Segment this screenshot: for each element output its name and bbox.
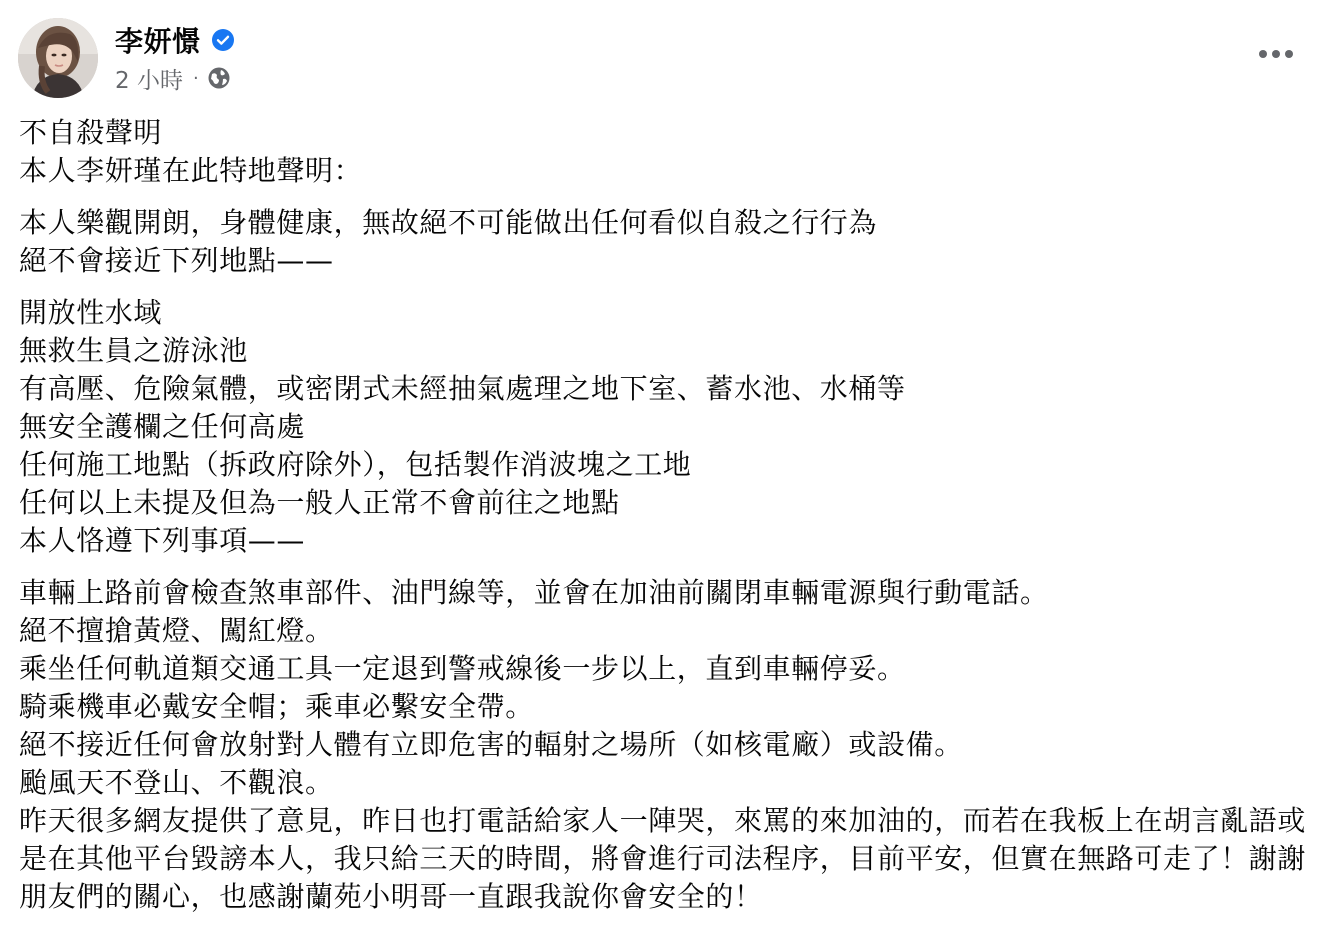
more-options-icon[interactable] xyxy=(1254,40,1298,68)
post-text-line: 本人樂觀開朗，身體健康，無故絕不可能做出任何看似自殺之行行為 xyxy=(19,206,878,239)
post-text-line: 絕不會接近下列地點—— xyxy=(19,244,334,277)
post-text-line: 昨天很多網友提供了意見，昨日也打電話給家人一陣哭，來罵的來加油的，而若在我板上在胡言亂語或是在其他平台毀謗本人，我只給三天的時間，將會進行司法程序，目前平安，但實在無路可走了！謝謝朋友們的關心，也感謝蘭苑小明哥一直跟我說你會安全的！ xyxy=(19,804,1307,913)
post-text-line: 無救生員之游泳池 xyxy=(19,334,248,367)
post-text-line: 車輛上路前會檢查煞車部件、油門線等，並會在加油前關閉車輛電源與行動電話。 xyxy=(19,576,1049,609)
author-row xyxy=(115,20,235,60)
post-text-line: 任何施工地點（拆政府除外），包括製作消波塊之工地 xyxy=(19,448,692,481)
verified-badge-icon xyxy=(211,28,235,52)
post-header xyxy=(18,16,1308,100)
post-text-line: 開放性水域 xyxy=(19,296,163,329)
post-content xyxy=(19,114,1314,930)
post-text-line: 無安全護欄之任何高處 xyxy=(19,410,306,443)
more-dot xyxy=(1259,50,1267,58)
globe-icon[interactable] xyxy=(207,66,231,90)
post-text-line: 有高壓、危險氣體，或密閉式未經抽氣處理之地下室、蓄水池、水桶等 xyxy=(19,372,906,405)
post-paragraph xyxy=(19,574,1314,916)
post-text-line: 絕不接近任何會放射對人體有立即危害的輻射之場所（如核電廠）或設備。 xyxy=(19,728,963,761)
avatar-photo xyxy=(18,18,98,98)
post-text-line: 颱風天不登山、不觀浪。 xyxy=(19,766,334,799)
more-dot xyxy=(1285,50,1293,58)
post-paragraph xyxy=(19,114,1314,190)
post-text-line: 本人恪遵下列事項—— xyxy=(19,524,306,557)
post-timestamp[interactable]: 2 小時 xyxy=(115,67,183,94)
meta-separator: · xyxy=(192,67,199,89)
post-text-line: 騎乘機車必戴安全帽；乘車必繫安全帶。 xyxy=(19,690,534,723)
post-text-line: 乘坐任何軌道類交通工具一定退到警戒線後一步以上，直到車輛停妥。 xyxy=(19,652,906,685)
post-text-line: 任何以上未提及但為一般人正常不會前往之地點 xyxy=(19,486,620,519)
post-text-line: 本人李妍瑾在此特地聲明： xyxy=(19,154,363,187)
author-avatar[interactable] xyxy=(18,18,98,98)
author-block xyxy=(115,20,235,96)
post-paragraph xyxy=(19,294,1314,560)
author-name[interactable]: 李妍憬 xyxy=(115,25,201,58)
post-text-line: 不自殺聲明 xyxy=(19,116,163,149)
more-dot xyxy=(1272,50,1280,58)
post-meta xyxy=(115,60,235,96)
post-paragraph xyxy=(19,204,1314,280)
post-text-line: 絕不擅搶黃燈、闖紅燈。 xyxy=(19,614,334,647)
